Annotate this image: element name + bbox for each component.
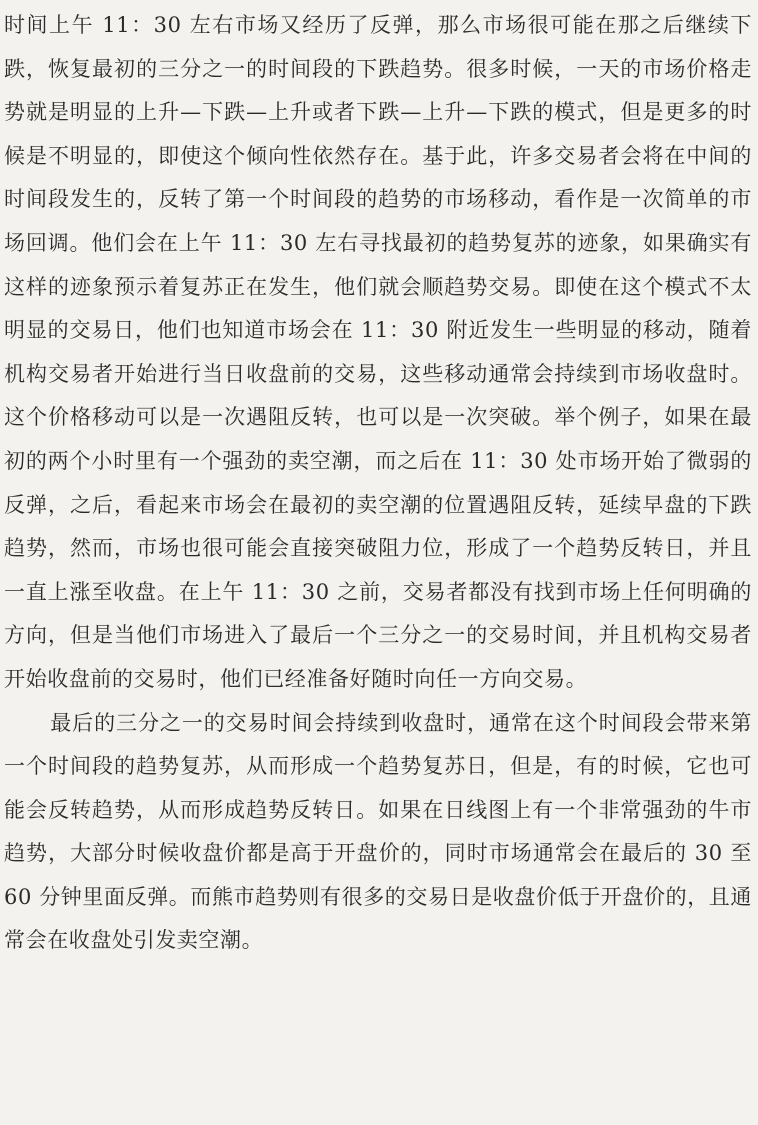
paragraph-last-third: 最后的三分之一的交易时间会持续到收盘时，通常在这个时间段会带来第一个时间段的趋势复苏，从而形成一个趋势复苏日，但是，有的时候，它也可能会反转趋势，从而形成趋势反转日。如果在日线图上有一个非常强劲的牛市趋势，大部分时候收盘价都是高于开盘价的，同时市场通常会在最后的 30 至 60 分钟里面反弹。而熊市趋势则有很多的交易日是收盘价低于开盘价的，且通常会在收盘处引发卖空潮。 <box>4 710 752 953</box>
paragraph-continuation: 时间上午 11：30 左右市场又经历了反弹，那么市场很可能在那之后继续下跌，恢复最初的三分之一的时间段的下跌趋势。很多时候，一天的市场价格走势就是明显的上升—下跌—上升或者下跌—上升—下跌的模式，但是更多的时候是不明显的，即使这个倾向性依然存在。基于此，许多交易者会将在中间的时间段发生的，反转了第一个时间段的趋势的市场移动，看作是一次简单的市场回调。他们会在上午 11：30 左右寻找最初的趋势复苏的迹象，如果确实有这样的迹象预示着复苏正在发生，他们就会顺趋势交易。即使在这个模式不太明显的交易日，他们也知道市场会在 11：30 附近发生一些明显的移动，随着机构交易者开始进行当日收盘前的交易，这些移动通常会持续到市场收盘时。这个价格移动可以是一次遇阻反转，也可以是一次突破。举个例子，如果在最初的两个小时里有一个强劲的卖空潮，而之后在 11：30 处市场开始了微弱的反弹，之后，看起来市场会在最初的卖空潮的位置遇阻反转，延续早盘的下跌趋势，然而，市场也很可能会直接突破阻力位，形成了一个趋势反转日，并且一直上涨至收盘。在上午 11：30 之前，交易者都没有找到市场上任何明确的方向，但是当他们市场进入了最后一个三分之一的交易时间，并且机构交易者开始收盘前的交易时，他们已经准备好随时向任一方向交易。 <box>4 13 752 691</box>
